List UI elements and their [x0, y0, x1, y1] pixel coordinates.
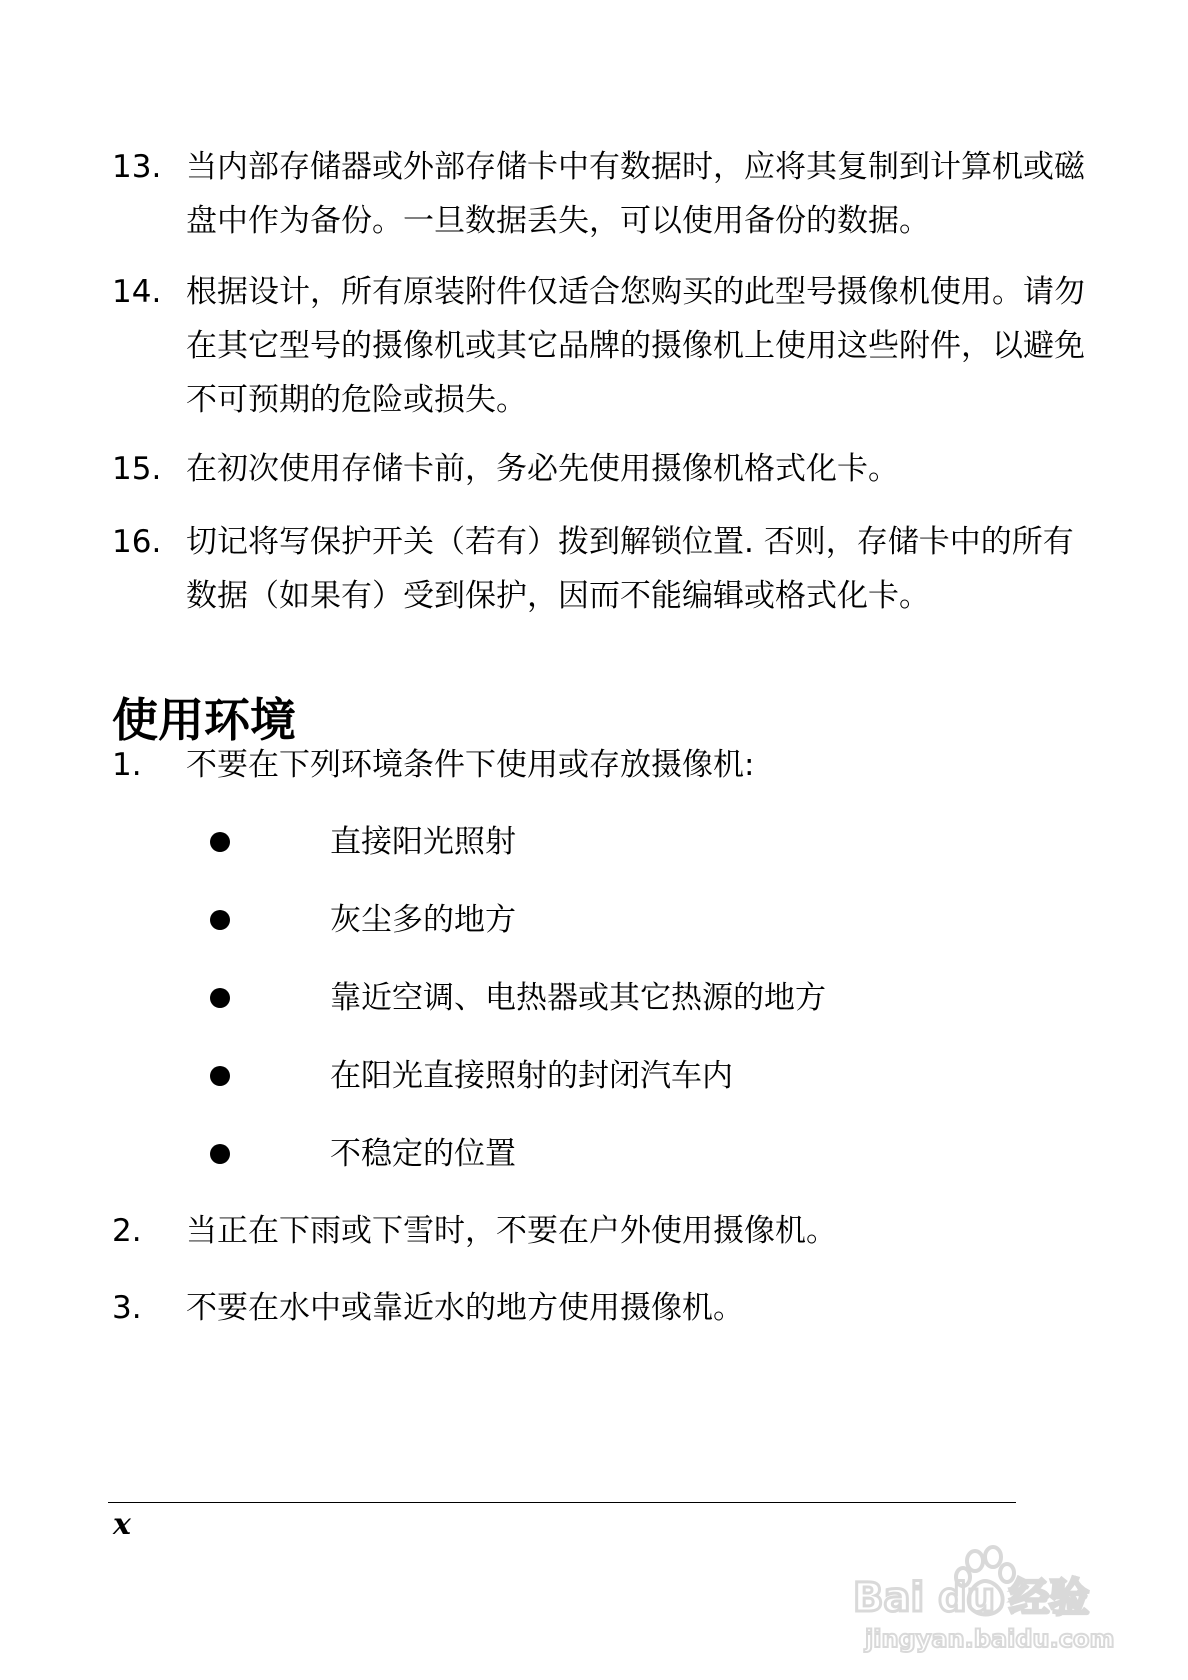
item-text: 不要在下列环境条件下使用或存放摄像机:: [186, 747, 755, 783]
bullet-text: 直接阳光照射: [330, 824, 516, 860]
baidu-watermark: [845, 1535, 1135, 1655]
bullet-text: 不稳定的位置: [330, 1136, 516, 1172]
watermark-url-text: jingyan.baidu.com: [865, 1625, 1115, 1653]
bullet-item: [210, 815, 1090, 869]
item-number: 13.: [112, 149, 162, 185]
bullet-dot-icon: [210, 1066, 230, 1086]
bullet-item: [210, 1127, 1090, 1181]
item-number: 1.: [112, 747, 142, 783]
bullet-dot-icon: [210, 988, 230, 1008]
footer-divider: [108, 1502, 1016, 1503]
bullet-text: 在阳光直接照射的封闭汽车内: [330, 1058, 733, 1094]
environment-item-1: [112, 738, 1092, 792]
precaution-item-14: [112, 265, 1092, 427]
item-number: 14.: [112, 274, 162, 310]
item-number: 2.: [112, 1213, 142, 1249]
bullet-item: [210, 893, 1090, 947]
environment-item-2: [112, 1204, 1092, 1258]
item-text: 当内部存储器或外部存储卡中有数据时，应将其复制到计算机或磁盘中作为备份。一旦数据丢失，可以使用备份的数据。: [186, 149, 1085, 239]
watermark-brand-text: Bai du 经验: [853, 1575, 1090, 1621]
section-title: 使用环境: [112, 693, 296, 747]
bullet-dot-icon: [210, 832, 230, 852]
item-text: 切记将写保护开关（若有）拨到解锁位置. 否则，存储卡中的所有数据（如果有）受到保护，因而不能编辑或格式化卡。: [186, 524, 1074, 614]
page-number: x: [113, 1507, 131, 1542]
bullet-dot-icon: [210, 1144, 230, 1164]
precaution-item-13: [112, 140, 1092, 248]
item-text: 当正在下雨或下雪时，不要在户外使用摄像机。: [186, 1213, 837, 1249]
bullet-text: 靠近空调、电热器或其它热源的地方: [330, 980, 826, 1016]
item-text: 不要在水中或靠近水的地方使用摄像机。: [186, 1290, 744, 1326]
bullet-text: 灰尘多的地方: [330, 902, 516, 938]
bullet-item: [210, 1049, 1090, 1103]
item-number: 3.: [112, 1290, 142, 1326]
item-text: 在初次使用存储卡前，务必先使用摄像机格式化卡。: [186, 451, 899, 487]
bullet-item: [210, 971, 1090, 1025]
item-number: 16.: [112, 524, 162, 560]
environment-item-3: [112, 1281, 1092, 1335]
item-number: 15.: [112, 451, 162, 487]
baidu-watermark-logo: [845, 1535, 1135, 1655]
precaution-item-15: [112, 442, 1092, 496]
precaution-item-16: [112, 515, 1092, 623]
bullet-dot-icon: [210, 910, 230, 930]
item-text: 根据设计，所有原装附件仅适合您购买的此型号摄像机使用。请勿在其它型号的摄像机或其它品牌的摄像机上使用这些附件，以避免不可预期的危险或损失。: [186, 274, 1085, 418]
